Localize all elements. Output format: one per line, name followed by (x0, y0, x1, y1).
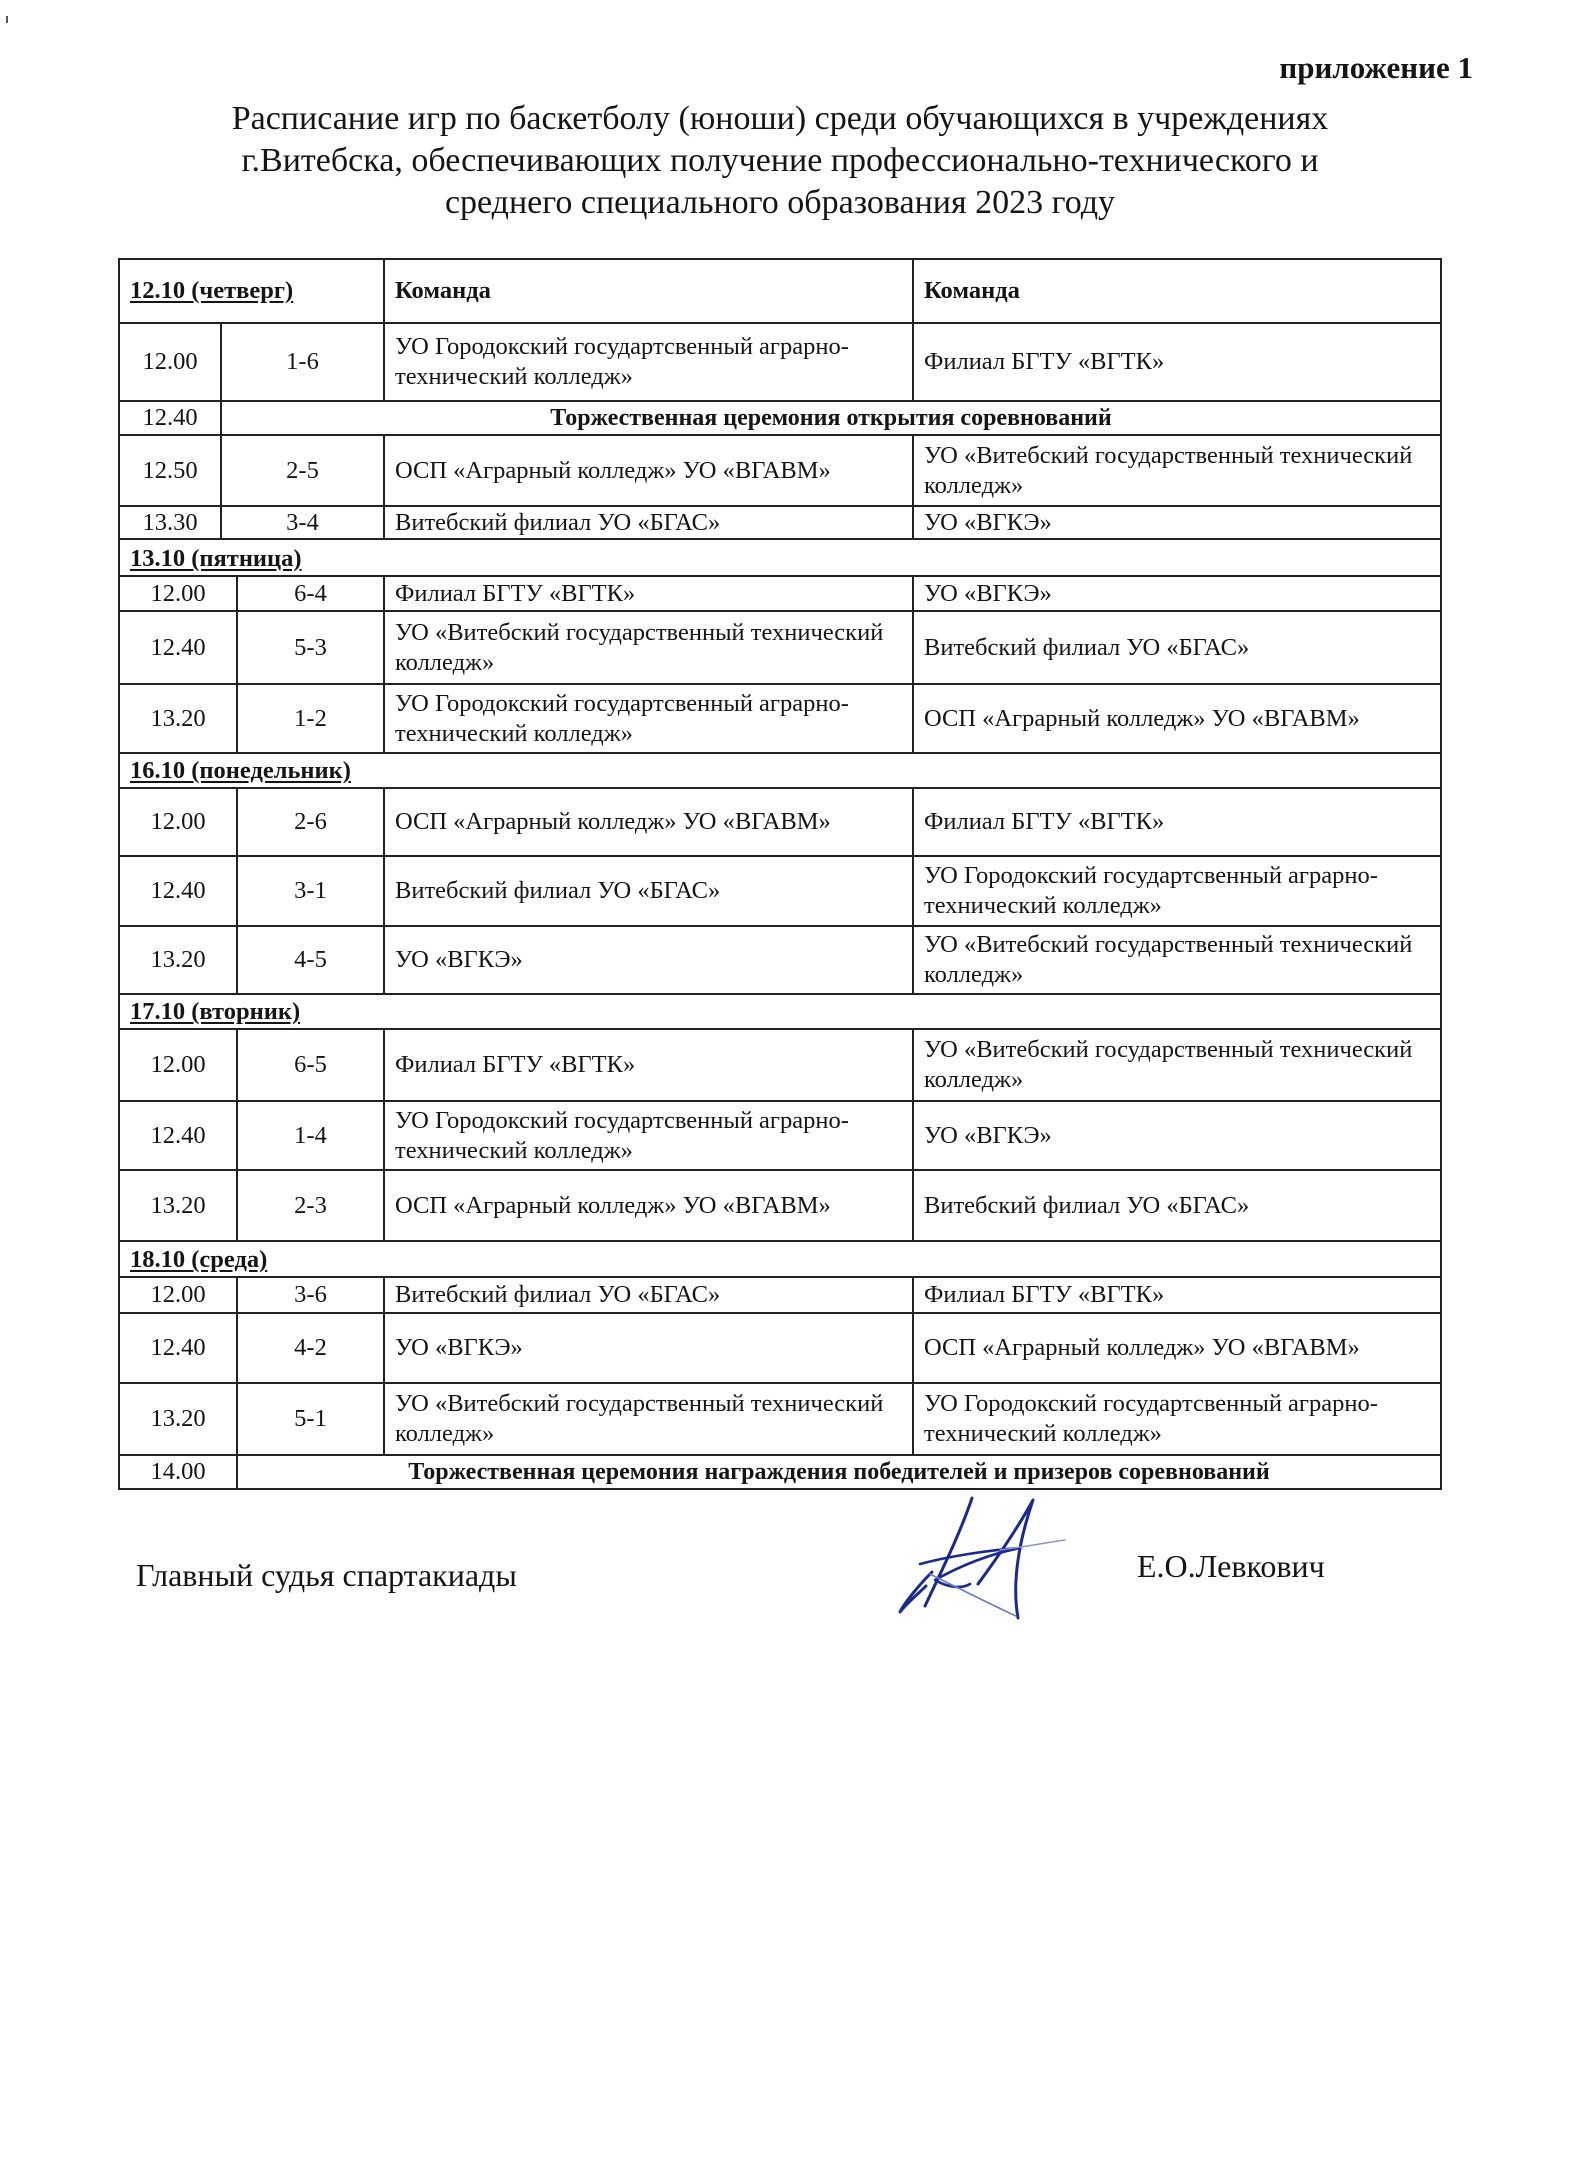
match-time: 13.20 (118, 683, 236, 752)
event-time: 12.40 (118, 400, 220, 434)
match-time: 12.40 (118, 1312, 236, 1382)
team2-name: УО «ВГКЭ» (912, 1100, 1442, 1169)
handwritten-signature (890, 1494, 1075, 1629)
match-time: 13.30 (118, 505, 220, 538)
team2-name: УО Городокский государтсвенный аграрно-технический колледж» (912, 855, 1442, 925)
match-pair: 6-5 (236, 1028, 383, 1100)
match-row (118, 322, 1442, 400)
chief-judge-label: Главный судья спартакиады (136, 1557, 517, 1593)
header-team1: Команда (383, 258, 912, 322)
match-pair: 5-1 (236, 1382, 383, 1454)
scan-artifact-mark (6, 16, 8, 23)
match-time: 12.40 (118, 855, 236, 925)
team1-name: ОСП «Аграрный колледж» УО «ВГАВМ» (383, 434, 912, 505)
team1-name: УО Городокский государтсвенный аграрно-технический колледж» (383, 1100, 912, 1169)
match-pair: 1-6 (220, 322, 383, 400)
team2-name: Витебский филиал УО «БГАС» (912, 610, 1442, 683)
day-header-cell (118, 1240, 1442, 1276)
team2-name: ОСП «Аграрный колледж» УО «ВГАВМ» (912, 1312, 1442, 1382)
match-pair: 2-5 (220, 434, 383, 505)
team2-name: УО «Витебский государственный технический колледж» (912, 434, 1442, 505)
match-time: 12.00 (118, 787, 236, 855)
team1-name: УО Городокский государтсвенный аграрно-технический колледж» (383, 322, 912, 400)
match-pair: 2-3 (236, 1169, 383, 1240)
match-row (118, 1312, 1442, 1382)
team1-name: ОСП «Аграрный колледж» УО «ВГАВМ» (383, 787, 912, 855)
match-row (118, 1276, 1442, 1312)
team1-name: Филиал БГТУ «ВГТК» (383, 575, 912, 610)
day-header-cell (118, 993, 1442, 1028)
day-header-cell (118, 538, 1442, 575)
day-header-row (118, 538, 1442, 575)
ceremony-row (118, 400, 1442, 434)
team1-name: Витебский филиал УО «БГАС» (383, 505, 912, 538)
team2-name: УО «Витебский государственный технический колледж» (912, 1028, 1442, 1100)
match-time: 12.40 (118, 1100, 236, 1169)
day-header-row (118, 752, 1442, 787)
match-time: 12.40 (118, 610, 236, 683)
event-time: 14.00 (118, 1454, 236, 1490)
match-pair: 1-2 (236, 683, 383, 752)
team2-name: УО «ВГКЭ» (912, 575, 1442, 610)
team1-name: УО «ВГКЭ» (383, 1312, 912, 1382)
team2-name: Витебский филиал УО «БГАС» (912, 1169, 1442, 1240)
team1-name: Витебский филиал УО «БГАС» (383, 855, 912, 925)
match-pair: 6-4 (236, 575, 383, 610)
team2-name: УО Городокский государтсвенный аграрно-технический колледж» (912, 1382, 1442, 1454)
team1-name: УО Городокский государтсвенный аграрно-технический колледж» (383, 683, 912, 752)
title-line: среднего специального образования 2023 году (444, 184, 1116, 221)
match-time: 13.20 (118, 925, 236, 993)
day-label: 16.10 (понедельник) (130, 757, 351, 784)
ceremony-row (118, 1454, 1442, 1490)
team2-name: ОСП «Аграрный колледж» УО «ВГАВМ» (912, 683, 1442, 752)
match-time: 13.20 (118, 1169, 236, 1240)
match-row (118, 855, 1442, 925)
signature-stroke (930, 1574, 1016, 1616)
match-row (118, 610, 1442, 683)
day-label: 17.10 (вторник) (130, 998, 301, 1025)
team2-name: УО «ВГКЭ» (912, 505, 1442, 538)
team1-name: Витебский филиал УО «БГАС» (383, 1276, 912, 1312)
header-date: 12.10 (четверг) (130, 277, 294, 304)
match-time: 12.50 (118, 434, 220, 505)
day-header-row (118, 1240, 1442, 1276)
match-pair: 4-2 (236, 1312, 383, 1382)
match-row (118, 575, 1442, 610)
match-pair: 2-6 (236, 787, 383, 855)
appendix-label: приложение 1 (1279, 50, 1473, 85)
title-line: г.Витебска, обеспечивающих получение профессионально-технического и (241, 142, 1319, 179)
day-header-row (118, 993, 1442, 1028)
match-pair: 3-1 (236, 855, 383, 925)
match-row (118, 434, 1442, 505)
team2-name: Филиал БГТУ «ВГТК» (912, 787, 1442, 855)
match-row (118, 1100, 1442, 1169)
team1-name: Филиал БГТУ «ВГТК» (383, 1028, 912, 1100)
match-time: 13.20 (118, 1382, 236, 1454)
team1-name: ОСП «Аграрный колледж» УО «ВГАВМ» (383, 1169, 912, 1240)
match-row (118, 505, 1442, 538)
header-date-cell (118, 258, 383, 322)
match-row (118, 1169, 1442, 1240)
match-time: 12.00 (118, 575, 236, 610)
title-line: Расписание игр по баскетболу (юноши) среди обучающихся в учреждениях (231, 100, 1329, 137)
team2-name: УО «Витебский государственный технический колледж» (912, 925, 1442, 993)
match-pair: 5-3 (236, 610, 383, 683)
team1-name: УО «Витебский государственный технический колледж» (383, 610, 912, 683)
match-pair: 3-4 (220, 505, 383, 538)
day-label: 18.10 (среда) (130, 1246, 268, 1273)
match-row (118, 1382, 1442, 1454)
match-pair: 1-4 (236, 1100, 383, 1169)
day-label: 13.10 (пятница) (130, 545, 302, 572)
signature-stroke (920, 1548, 1020, 1587)
ceremony-text: Торжественная церемония открытия соревнований (220, 400, 1442, 434)
match-time: 12.00 (118, 1028, 236, 1100)
table-header-row (118, 258, 1442, 322)
schedule-table (118, 258, 1442, 1490)
match-row (118, 787, 1442, 855)
match-pair: 4-5 (236, 925, 383, 993)
match-pair: 3-6 (236, 1276, 383, 1312)
header-team2: Команда (912, 258, 1442, 322)
match-row (118, 683, 1442, 752)
match-row (118, 925, 1442, 993)
match-row (118, 1028, 1442, 1100)
day-header-cell (118, 752, 1442, 787)
ceremony-text: Торжественная церемония награждения победителей и призеров соревнований (236, 1454, 1442, 1490)
chief-judge-name: Е.О.Левкович (1137, 1548, 1325, 1584)
document-title (120, 98, 1440, 224)
signature-stroke (978, 1500, 1033, 1618)
match-time: 12.00 (118, 322, 220, 400)
team2-name: Филиал БГТУ «ВГТК» (912, 322, 1442, 400)
team2-name: Филиал БГТУ «ВГТК» (912, 1276, 1442, 1312)
signature-stroke (1000, 1540, 1065, 1550)
team1-name: УО «ВГКЭ» (383, 925, 912, 993)
team1-name: УО «Витебский государственный технический колледж» (383, 1382, 912, 1454)
match-time: 12.00 (118, 1276, 236, 1312)
